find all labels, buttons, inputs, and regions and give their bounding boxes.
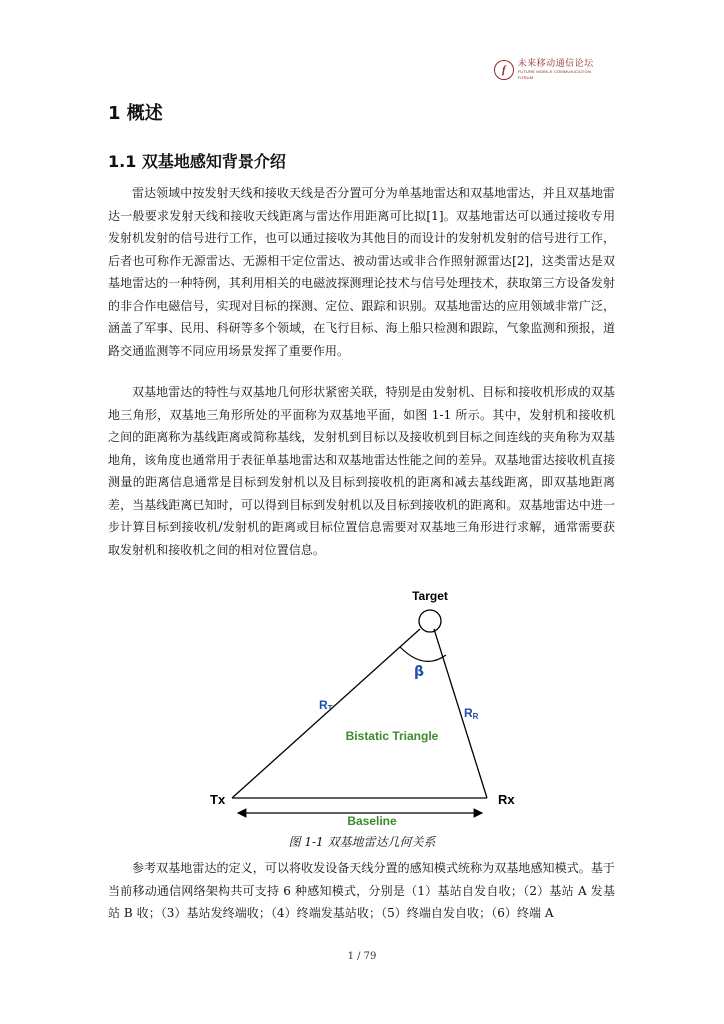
figure-caption: 图 1-1 双基地雷达几何关系 xyxy=(288,835,436,849)
tx-label: Tx xyxy=(210,792,226,807)
forum-logo xyxy=(494,57,606,83)
bistatic-angle-arc xyxy=(400,647,446,661)
paragraph-sensing-modes: 参考双基地雷达的定义，可以将收发设备天线分置的感知模式统称为双基地感知模式。基于当前移动通信网络架构共可支持 6 种感知模式，分别是（1）基站自发自收；（2）基站 A 发基站 B 收；（3）基站发终端收；（4）终端发基站收；（5）终端自发自收；（6）终端 A xyxy=(108,861,615,920)
bistatic-triangle-figure xyxy=(200,585,530,830)
tx-target-side xyxy=(232,629,420,798)
target-rx-side xyxy=(434,629,487,798)
logo-mark-icon: f xyxy=(494,60,514,80)
rr-subscript: R xyxy=(472,712,479,721)
beta-label: β xyxy=(413,664,425,680)
section-heading: 1 概述 xyxy=(108,103,163,124)
rt-main: R xyxy=(319,698,328,712)
page-number: 1 / 79 xyxy=(347,951,377,962)
paragraph-geometry: 双基地雷达的特性与双基地几何形状紧密关联，特别是由发射机、目标和接收机形成的双基地三角形，双基地三角形所处的平面称为双基地平面，如图 1-1 所示。其中，发射机和接收机之间的距离称为基线距离或简称基线，发射机到目标以及接收机到目标之间连线的夹角称为双基地角，该角度也通常用于表征单基地雷达和双基地雷达性能之间的差异。双基地雷达接收机直接测量的距离信息通常是目标到发射机以及目标到接收机的距离和减去基线距离，即双基地距离差，当基线距离已知时，可以得到目标到发射机以及目标到接收机的距离和。双基地雷达中进一步计算目标到接收机/发射机的距离或目标位置信息需要对双基地三角形进行求解，通常需要获取发射机和接收机之间的相对位置信息。 xyxy=(108,385,615,557)
logo-text xyxy=(518,59,606,81)
rt-subscript: T xyxy=(327,704,333,713)
paragraph-intro: 雷达领域中按发射天线和接收天线是否分置可分为单基地雷达和双基地雷达，并且双基地雷达一般要求发射天线和接收天线距离与雷达作用距离可比拟[1]。双基地雷达可以通过接收专用发射机发射的信号进行工作，也可以通过接收为其他目的而设计的发射机发射的信号进行工作，后者也可称作无源雷达、无源相干定位雷达、被动雷达或非合作照射源雷达[2]，这类雷达是双基地雷达的一种特例，其利用相关的电磁波探测理论技术与信号处理技术，获取第三方设备发射的非合作电磁信号，实现对目标的探测、定位、跟踪和识别。双基地雷达的应用领域非常广泛，涵盖了军事、民用、科研等多个领域，在飞行目标、海上船只检测和跟踪，气象监测和预报，道路交通监测等不同应用场景发挥了重要作用。 xyxy=(108,186,615,358)
bistatic-triangle-label: Bistatic Triangle xyxy=(345,729,439,743)
rr-label xyxy=(464,706,479,721)
rr-main: R xyxy=(464,706,473,720)
target-circle xyxy=(419,610,441,632)
target-label: Target xyxy=(412,589,448,603)
rx-label: Rx xyxy=(498,792,515,807)
baseline-label: Baseline xyxy=(347,814,397,828)
subsection-heading: 1.1 双基地感知背景介绍 xyxy=(108,152,286,171)
logo-english-name: FUTURE MOBILE COMMUNICATION FORUM xyxy=(517,69,591,80)
rt-label xyxy=(319,698,333,713)
logo-chinese-name: 未来移动通信论坛 xyxy=(517,59,594,69)
